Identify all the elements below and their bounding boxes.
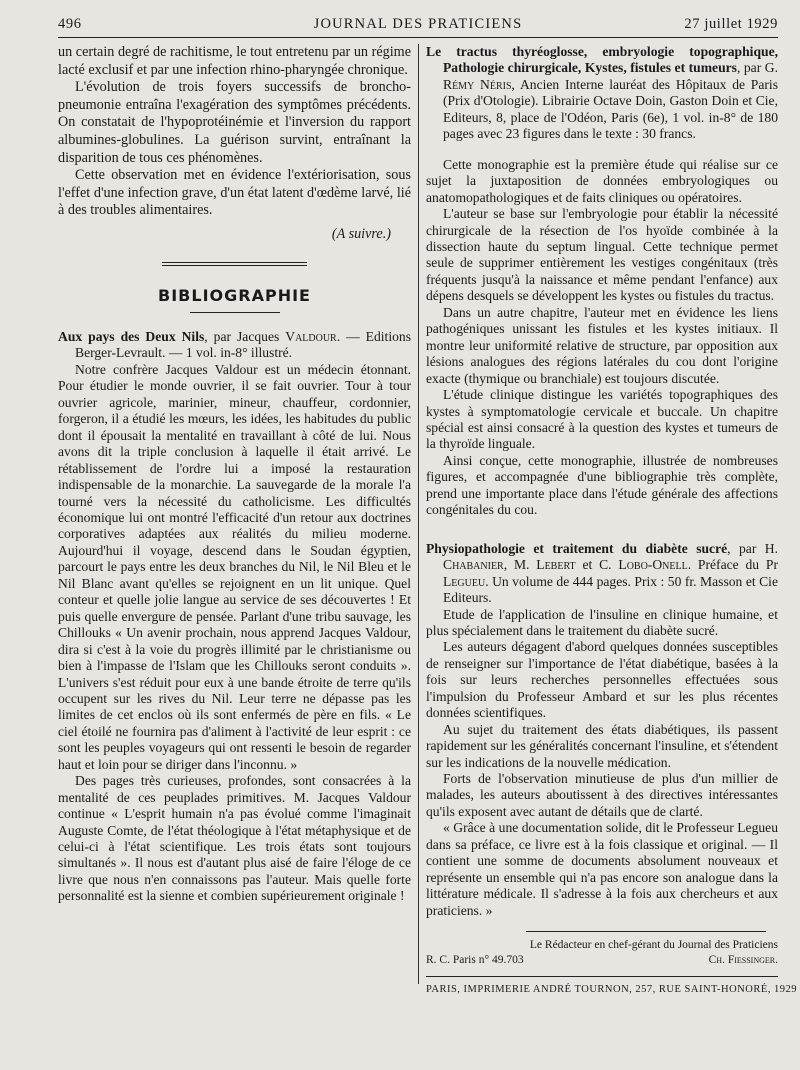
book-byline: , par Jacques (204, 328, 286, 344)
column-divider (418, 44, 419, 984)
book-author: Rémy Néris (443, 76, 512, 92)
book-byline: . Préface du Pr (687, 557, 778, 573)
printer-imprint: PARIS, IMPRIMERIE ANDRÉ TOURNON, 257, RUE SAINT-HONORÉ, 1929 (426, 984, 797, 996)
review-paragraph: Les auteurs dégagent d'abord quelques données susceptibles de renseigner sur l'importance de l'état diabétique, basées à la fois sur leurs recherches personnelles effectuées sous l'impulsion du Professeur Ambard et sur les plus récentes données scientifiques. (426, 639, 778, 721)
preface-author: Legueu (443, 573, 486, 589)
section-separator (162, 262, 307, 266)
review-paragraph: L'étude clinique distingue les variétés topographiques des kystes à symptomatologie cervicale et buccale. Un chapitre spécial est ainsi consacré à la question des kystes et tumeurs de la thyroïde linguale. (426, 387, 778, 452)
right-column (426, 44, 797, 999)
left-column (58, 44, 411, 905)
book-title: Aux pays des Deux Nils (58, 328, 205, 344)
book-author: Chabanier (443, 557, 504, 573)
continuation-paragraph: L'évolution de trois foyers successifs de broncho-pneumonie entraîna l'exagération des symptômes précédents. On constatait de l'hypoprotéinémie et l'inversion du rapport albumines-globulines. La guérison survint, entraînant la disparition de tous ces phénomènes. (58, 79, 411, 166)
editor-line: Le Rédacteur en chef-gérant du Journal des Praticiens (529, 939, 778, 952)
book-author: Valdour (285, 328, 337, 344)
journal-title: JOURNAL DES PRATICIENS (313, 16, 523, 32)
title-underline (190, 312, 280, 313)
review-paragraph: Ainsi conçue, cette monographie, illustrée de nombreuses figures, et accompagnée d'une bibliographie très complète, prend une importante place dans l'étude générale des affections congénitales du cou. (426, 452, 778, 518)
footer-separator (526, 931, 766, 932)
page-header (58, 14, 778, 38)
editor-credit (426, 938, 778, 953)
review-paragraph: Cette monographie est la première étude qui réalise sur ce sujet la juxtaposition de données embryologiques ou anatomopathologiques et de faits cliniques ou opératoires. (426, 156, 778, 205)
registry-line (426, 953, 778, 968)
review-paragraph: Au sujet du traitement des états diabétiques, ils passent rapidement sur les généralités concernant l'insuline, et s'étendent sur les indications de la nouvelle médication. (426, 721, 778, 770)
review-paragraph: L'auteur se base sur l'embryologie pour établir la nécessité chirurgicale de la résection de l'os hyoïde combinée à la dissection haute du septum lingual. Cette technique permet seule de supprimer entièrement les vestiges congénitaux (très fréquents jusqu'à la naissance et même pendant l'enfance) aux dépens desquels se développent les kystes ou fistules du tractus. (426, 206, 778, 304)
registry-number: R. C. Paris n° 49.703 (426, 954, 524, 967)
book-byline: , M. (503, 557, 537, 573)
issue-date: 27 juillet 1929 (684, 16, 778, 32)
continuation-paragraph: Cette observation met en évidence l'extériorisation, sous l'effet d'une infection grave, d'un état latent d'œdème larvé, lié à des troubles alimentaires. (58, 167, 411, 219)
book-byline: , par H. (727, 540, 778, 556)
book-publisher: . — Editions Berger-Levrault. — 1 vol. in-8° illustré. (75, 328, 411, 361)
article-continuation (58, 44, 411, 244)
review-paragraph: Des pages très curieuses, profondes, sont consacrées à la mentalité de ces peuplades primitives. M. Jacques Valdour continue « L'esprit humain n'a pas évolué comme l'imaginait Auguste Comte, de l'état théologique à l'état métaphysique et de celui-ci à l'état scientifique. Les trois états sont toujours simultanés ». Il nous est d'autant plus aisé de faire l'éloge de ce livre que nous n'en connaissons pas l'auteur. Mais quelle forte personnalité est la sienne et combien supérieurement originale ! (58, 773, 411, 904)
review-paragraph: « Grâce à une documentation solide, dit le Professeur Legueu dans sa préface, ce livre est à la fois classique et original. — Il contient une somme de documents absolument nouveaux et représente un ensemble qui n'a pas encore son analogue dans la littérature médicale. Il s'adresse à la fois aux chercheurs et aux praticiens. » (426, 820, 778, 918)
book-title: Physiopathologie et traitement du diabète sucré (426, 540, 728, 556)
review-paragraph: Dans un autre chapitre, l'auteur met en évidence les liens pathogéniques unissant les fistules et les kystes initiaux. Il montre leur uniformité relative de structure, par opposition aux lésions analogues des régions latérales du cou dont l'origine exacte (thymique ou branchiale) est toujours discutée. (426, 304, 778, 386)
printer-separator (426, 976, 778, 977)
bibliography-entry-header (426, 44, 778, 143)
book-byline: et C. (575, 557, 619, 573)
review-paragraph: Etude de l'application de l'insuline en clinique humaine, et plus spécialement dans le traitement du diabète sucré. (426, 606, 778, 638)
to-be-continued: (A suivre.) (331, 225, 391, 242)
book-author: Lebert (536, 557, 576, 573)
review-paragraph: Forts de l'observation minutieuse de plus d'un millier de malades, les auteurs aboutissent à des directives intéressantes qu'ils exposent avec autant de détails que de clarté. (426, 771, 778, 819)
book-publisher: . Un volume de 444 pages. Prix : 50 fr. Masson et Cie Editeurs. (443, 573, 778, 606)
book-publisher: , Ancien Interne lauréat des Hôpitaux de Paris (Prix d'Otologie). Librairie Octave Doin, Gaston Doin et Cie, Editeurs, 8, place de l'Odéon, Paris (6e), 1 vol. in-8° de 180 pages avec 23 figures dans le texte : 30 francs. (443, 76, 778, 142)
book-title: Le tractus thyréoglosse, embryologie topographique, Pathologie chirurgicale, Kystes, fistules et tumeurs (426, 44, 778, 76)
bibliography-entry-header (58, 329, 411, 362)
page-number: 496 (58, 16, 82, 32)
continuation-paragraph: un certain degré de rachitisme, le tout entretenu par un régime lacté exclusif et par une infection rhino-pharyngée chronique. (58, 44, 411, 78)
editor-name: Ch. Fiessinger. (708, 954, 778, 967)
bibliography-entry-header (426, 541, 778, 607)
book-byline: , par G. (736, 60, 778, 76)
book-author: Lobo-Onell (618, 557, 688, 573)
review-paragraph: Notre confrère Jacques Valdour est un médecin étonnant. Pour étudier le monde ouvrier, il se fait ouvrier. Tour à tour ouvrier agricole, marinier, mineur, chauffeur, cordonnier, forgeron, il a étudié les mœurs, les idées, les habitudes du public dont il épousait la mentalité en travaillant à côté de lui. Nous avons dit la triple conclusion à laquelle il était arrivé. Le rétablissement de l'ordre lui a imposé la restauration indispensable de la monarchie. La sauvegarde de la morale l'a tourné vers la nécessité du catholicisme. Les difficultés économique lui ont montré l'efficacité d'un retour aux doctrines corporatives adaptées aux réalités du milieu moderne. Aujourd'hui il voyage, descend dans le Soudan égyptien, parcourt le pays entre les deux branches du Nil, le Nil Bleu et le Nil Blanc avant qu'elles se rejoignent en un lit unique. Quel conteur et quelle jolie langue au service de ses découvertes ! Et puis quelle envergure de pensée. Parlant d'une tribu sauvage, les Chillouks « Un avenir prochain, nous apprend Jacques Valdour, dira si c'est à la voie du progrès illimité par le christianisme ou bien à l'impasse de l'Islam que les Chillouks seront conduits ». L'univers s'est réduit pour eux à une bande étroite de terre qu'ils occupent sur les rives du Nil. Leur terre ne dépasse pas les limites de cet enclos où ils sont enfermés de père en fils. « Le ciel étoilé ne fournira pas d'aliment à l'activité de leur esprit : ce sont les peuples voyageurs qui ont ressenti le besoin de regarder haut et loin pour se diriger dans l'inconnu. » (58, 361, 411, 772)
section-title: BIBLIOGRAPHIE (158, 285, 311, 305)
